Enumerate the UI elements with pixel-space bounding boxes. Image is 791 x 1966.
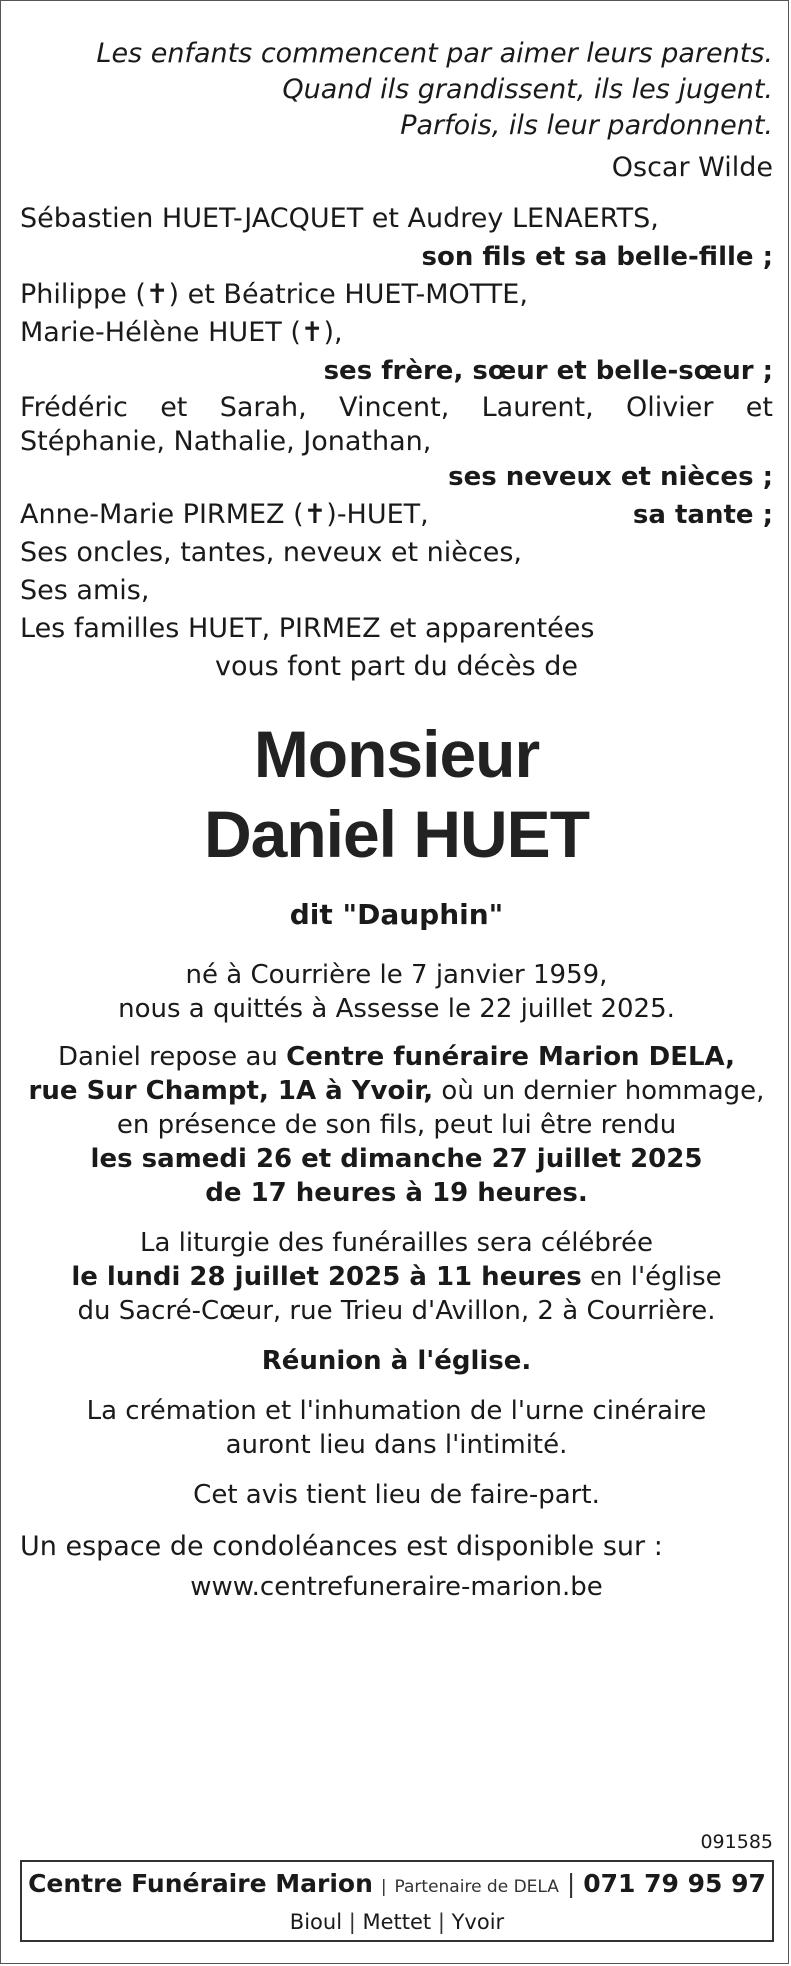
deceased-alias: dit "Dauphin" — [289, 898, 504, 931]
viewing-hours: de 17 heures à 19 heures. — [205, 1178, 588, 1208]
footer-location: Mettet — [362, 1910, 432, 1934]
deceased-title: Monsieur — [253, 717, 540, 791]
relation-siblings: ses frère, sœur et belle-sœur ; — [323, 356, 773, 386]
footer-location: Yvoir — [451, 1910, 505, 1934]
separator: | — [437, 1910, 445, 1934]
relation-aunt: sa tante ; — [632, 500, 773, 530]
relation-nephews: ses neveux et nièces ; — [448, 462, 773, 492]
cremation-text: La crémation et l'inhumation de l'urne cinéraire — [86, 1396, 707, 1426]
family-sibling: Philippe (✝) et Béatrice HUET-MOTTE, — [20, 279, 528, 310]
funeral-text: en l'église — [581, 1262, 722, 1292]
quote-line: Quand ils grandissent, ils les jugent. — [282, 74, 773, 105]
viewing-block — [20, 1040, 773, 1210]
family-friends: Ses amis, — [20, 575, 150, 606]
quote-block — [20, 36, 773, 186]
quote-author: Oscar Wilde — [611, 152, 773, 183]
condolences-text: Un espace de condoléances est disponible sur : — [20, 1531, 663, 1562]
viewing-dates: les samedi 26 et dimanche 27 juillet 2025 — [90, 1144, 703, 1174]
funeral-home-footer — [20, 1860, 774, 1942]
funeral-location: du Sacré-Cœur, rue Trieu d'Avillon, 2 à Courrière. — [77, 1296, 716, 1326]
funeral-block — [20, 1226, 773, 1328]
family-aunt-row — [20, 496, 773, 534]
separator: | — [348, 1910, 356, 1934]
footer-phone[interactable]: 071 79 95 97 — [583, 1869, 766, 1898]
cremation-text: auront lieu dans l'intimité. — [225, 1430, 568, 1460]
quote-line: Parfois, ils leur pardonnent. — [400, 110, 773, 141]
family-sibling: Marie-Hélène HUET (✝), — [20, 317, 343, 348]
separator: | — [566, 1869, 576, 1898]
reunion-note: Réunion à l'église. — [261, 1346, 532, 1376]
quote-line: Les enfants commencent par aimer leurs parents. — [96, 38, 773, 69]
viewing-address: rue Sur Champt, 1A à Yvoir, — [28, 1076, 434, 1106]
family-nephews: Frédéric et Sarah, Vincent, Laurent, Olivier et — [20, 392, 773, 423]
funeral-date: le lundi 28 juillet 2025 à 11 heures — [71, 1262, 582, 1292]
viewing-text: où un dernier hommage, — [433, 1076, 765, 1106]
family-families: Les familles HUET, PIRMEZ et apparentées — [20, 613, 595, 644]
deceased-name: Daniel HUET — [203, 797, 590, 871]
family-nephews-cont: Stéphanie, Nathalie, Jonathan, — [20, 426, 432, 457]
reference-number: 091585 — [700, 1831, 773, 1853]
footer-brand: Centre Funéraire Marion — [28, 1869, 373, 1898]
birth-info: né à Courrière le 7 janvier 1959, — [185, 960, 608, 990]
funeral-text: La liturgie des funérailles sera célébrée — [139, 1228, 654, 1258]
family-uncles: Ses oncles, tantes, neveux et nièces, — [20, 537, 522, 568]
death-info: nous a quittés à Assesse le 22 juillet 2025. — [118, 994, 675, 1024]
viewing-text: Daniel repose au — [57, 1042, 287, 1072]
separator: | — [380, 1877, 387, 1897]
announcement: vous font part du décès de — [215, 651, 578, 682]
condolences-link[interactable]: www.centrefuneraire-marion.be — [190, 1572, 603, 1602]
footer-partner: Partenaire de DELA — [394, 1877, 559, 1897]
family-son: Sébastien HUET-JACQUET et Audrey LENAERTS, — [20, 203, 659, 234]
obituary-content — [20, 36, 773, 1604]
viewing-text: en présence de son fils, peut lui être rendu — [116, 1110, 677, 1140]
footer-location: Bioul — [289, 1910, 343, 1934]
notice-text: Cet avis tient lieu de faire-part. — [193, 1480, 600, 1510]
viewing-place: Centre funéraire Marion DELA, — [286, 1042, 736, 1072]
relation-son: son fils et sa belle-fille ; — [421, 242, 773, 272]
family-aunt: Anne-Marie PIRMEZ (✝)-HUET, — [20, 499, 429, 530]
